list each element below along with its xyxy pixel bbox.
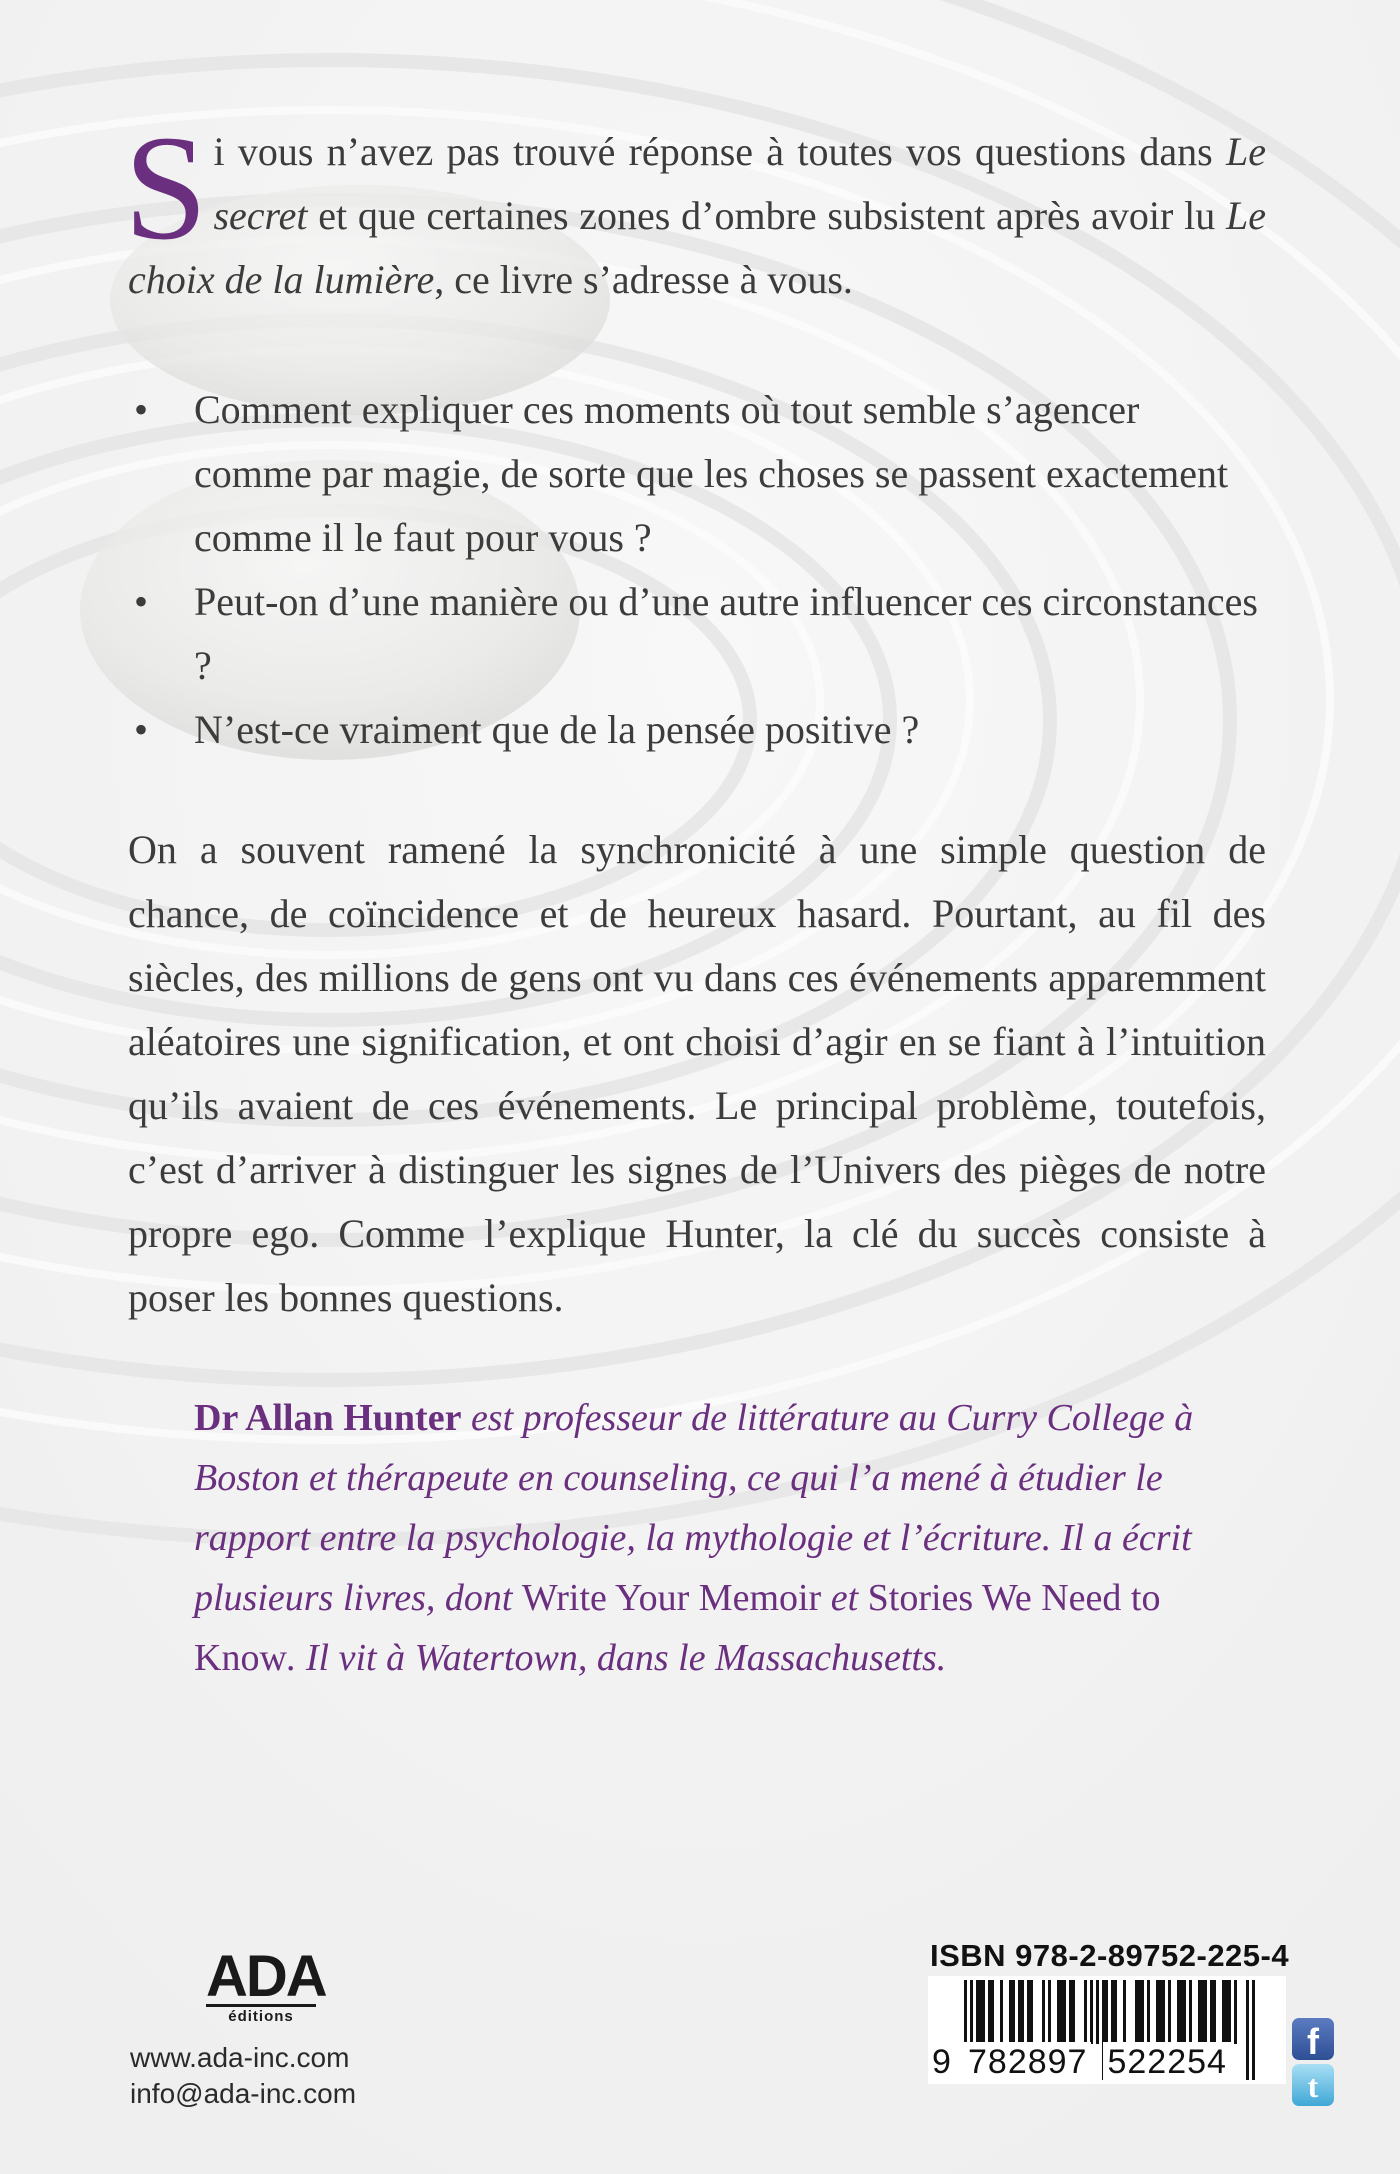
barcode-bar — [1159, 1980, 1162, 2044]
barcode-bar — [1201, 1980, 1204, 2044]
barcode-bar — [991, 1980, 994, 2044]
barcode-bar — [1189, 1980, 1192, 2044]
barcode-bar — [982, 1980, 985, 2044]
barcode-bar — [1198, 1980, 1201, 2044]
intro-text-2: et que certaines zones d’ombre subsistent après avoir lu — [307, 193, 1226, 238]
barcode-digit-group-left: 782897 — [964, 2042, 1091, 2082]
barcode-bar — [1162, 1980, 1165, 2044]
author-name: Dr Allan Hunter — [194, 1397, 462, 1439]
barcode-digits — [932, 2042, 1282, 2082]
bullet-icon: • — [134, 387, 149, 432]
barcode-bar — [1180, 1980, 1183, 2044]
logo-subtitle: éditions — [206, 2004, 316, 2025]
book-title-stories-we-need-to-know: Stories We Need to Know — [194, 1577, 1161, 1679]
barcode-bar — [1030, 1980, 1033, 2044]
barcode-bar — [1210, 1980, 1213, 2044]
barcode-bar — [1147, 1980, 1150, 2044]
list-item — [128, 698, 1266, 762]
barcode-bar — [1048, 1980, 1051, 2044]
publisher-logo — [206, 1944, 326, 2025]
twitter-icon[interactable]: t — [1292, 2064, 1334, 2106]
barcode-bar — [1018, 1980, 1021, 2044]
main-paragraph: On a souvent ramené la synchronicité à une simple question de chance, de coïncidence et de heureux hasard. Pourtant, au fil des siècles, des millions de gens ont vu dans ces événements apparemment aléatoires une signification, et ont choisi d’agir en se fiant à l’intuition qu’ils avaient de ces événements. Le principal problème, toutefois, c’est d’arriver à distinguer les signes de l’Univers des pièges de notre propre ego. Comme l’explique Hunter, la clé du succès consiste à poser les bonnes questions. — [128, 827, 1266, 1320]
barcode-bar — [1156, 1980, 1159, 2044]
bio-text-3: . Il vit à Watertown, dans le Massachusetts. — [286, 1637, 947, 1679]
list-item — [128, 378, 1266, 570]
barcode-bar — [1114, 1980, 1117, 2044]
barcode-bar — [1063, 1980, 1066, 2044]
barcode-bar — [1042, 1980, 1045, 2044]
barcode-digit-first: 9 — [932, 2043, 951, 2081]
barcode-bar — [1069, 1980, 1072, 2044]
question-list — [128, 378, 1266, 762]
barcode-bar — [1225, 1980, 1228, 2044]
bio-text-1: est professeur de littérature au Curry College à Boston et thérapeute en counseling, ce qui l’a mené à étudier le rapport entre la psychologie, la mythologie et l’écriture. Il a écrit plusieurs livres, dont — [194, 1397, 1194, 1619]
barcode-bar — [976, 1980, 979, 2044]
barcode-bar — [1222, 1980, 1225, 2044]
barcode-bar — [1177, 1980, 1180, 2044]
website-link[interactable]: www.ada-inc.com — [130, 2042, 350, 2073]
barcode-digit-group-right: 522254 — [1103, 2042, 1230, 2082]
barcode-bar — [1060, 1980, 1063, 2044]
barcode-bar — [1138, 1980, 1141, 2044]
barcode-bar — [1234, 1980, 1237, 2044]
isbn-label: ISBN 978-2-89752-225-4 — [930, 1938, 1290, 1973]
bullet-icon: • — [134, 707, 149, 752]
bullet-icon: • — [134, 579, 149, 624]
barcode-bar — [1141, 1980, 1144, 2044]
question-text: Comment expliquer ces moments où tout semble s’agencer comme par magie, de sorte que les choses se passent exactement comme il le faut pour vous ? — [194, 387, 1229, 560]
bio-text-2: et — [821, 1577, 868, 1619]
barcode-bar — [1009, 1980, 1012, 2044]
barcode-bar — [1090, 1980, 1093, 2044]
email-link[interactable]: info@ada-inc.com — [130, 2078, 357, 2109]
barcode-bar — [1168, 1980, 1171, 2044]
book-title-le-choix-de-la-lumiere: Le choix de la lumière — [128, 193, 1266, 302]
intro-text-3: , ce livre s’adresse à vous. — [434, 257, 853, 302]
drop-cap: S — [124, 105, 208, 271]
barcode-bar — [1027, 1980, 1030, 2044]
barcode-bar — [1000, 1980, 1003, 2044]
barcode-bar — [988, 1980, 991, 2044]
logo-mark: ADA — [206, 1944, 326, 2009]
barcode-bar — [1072, 1980, 1075, 2044]
list-item — [128, 570, 1266, 698]
barcode-bar — [1183, 1980, 1186, 2044]
facebook-icon[interactable]: f — [1292, 2018, 1334, 2060]
intro-text-1: i vous n’avez pas trouvé réponse à toutes vos questions dans — [213, 129, 1226, 174]
question-text: Peut-on d’une manière ou d’une autre influencer ces circonstances ? — [194, 579, 1258, 688]
barcode-bar — [1084, 1980, 1087, 2044]
barcode-bar — [1123, 1980, 1126, 2044]
barcode-bar — [979, 1980, 982, 2044]
barcode-bar — [1021, 1980, 1024, 2044]
book-title-le-secret: Le secret — [213, 129, 1266, 238]
book-title-write-your-memoir: Write Your Memoir — [521, 1577, 822, 1619]
question-text: N’est-ce vraiment que de la pensée positive ? — [194, 707, 920, 752]
publisher-contact — [130, 2040, 356, 2112]
barcode-bar — [1204, 1980, 1207, 2044]
barcode-bar — [1096, 1980, 1099, 2044]
author-bio — [194, 1388, 1208, 1688]
intro-paragraph — [124, 105, 1266, 312]
barcode-bar — [1057, 1980, 1060, 2044]
barcode-bar — [1213, 1980, 1216, 2044]
barcode-bar — [1135, 1980, 1138, 2044]
barcode-bar — [1228, 1980, 1231, 2044]
barcode-bar — [1012, 1980, 1015, 2044]
